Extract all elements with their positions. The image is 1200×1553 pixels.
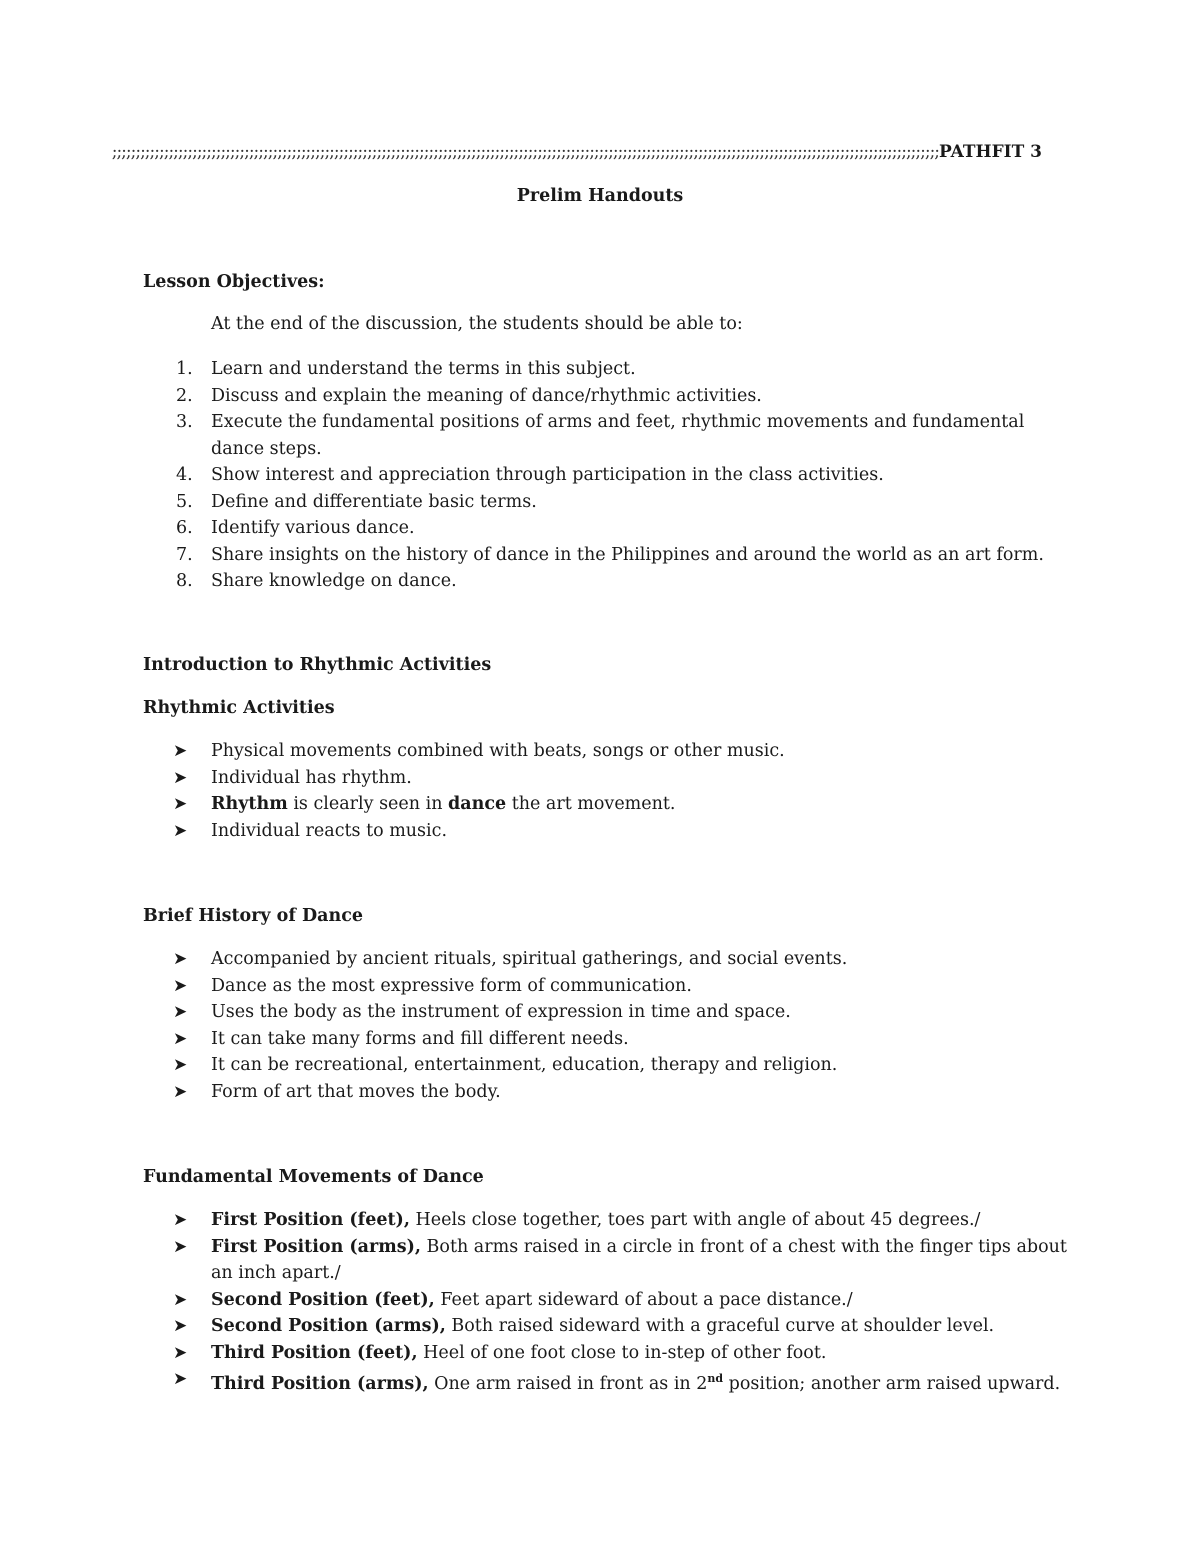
arrow-bullet-icon: ➤ bbox=[173, 767, 188, 788]
arrow-bullet-icon: ➤ bbox=[173, 1236, 188, 1257]
position-term: Second Position (arms), bbox=[211, 1316, 446, 1336]
list-item-text: Individual reacts to music. bbox=[211, 820, 448, 841]
objective-item bbox=[0, 515, 1071, 542]
arrow-bullet-icon: ➤ bbox=[173, 1210, 188, 1230]
objective-text: Identify various dance. bbox=[211, 518, 415, 538]
list-item-text: Physical movements combined with beats, songs or other music. bbox=[211, 741, 785, 761]
movements-heading: Fundamental Movements of Dance bbox=[143, 1167, 484, 1187]
term-rhythm: Rhythm bbox=[211, 794, 288, 814]
arrow-bullet-icon: ➤ bbox=[173, 1055, 188, 1075]
objective-text: Show interest and appreciation through participation in the class activities. bbox=[211, 465, 884, 485]
movements-list bbox=[0, 1207, 1200, 1397]
position-term: Second Position (feet), bbox=[211, 1289, 435, 1310]
list-item-text: Dance as the most expressive form of communication. bbox=[211, 975, 692, 996]
arrow-bullet-icon: ➤ bbox=[173, 1081, 188, 1102]
list-item bbox=[0, 1207, 1071, 1234]
list-item-text: Individual has rhythm. bbox=[211, 767, 412, 788]
list-item bbox=[0, 738, 1071, 765]
objective-item bbox=[0, 409, 1071, 462]
list-item bbox=[0, 973, 1071, 1000]
position-description: Both arms raised in a circle in front of a chest with the finger tips about an inch apart./ bbox=[211, 1236, 1067, 1283]
position-term: Third Position (feet), bbox=[211, 1342, 418, 1363]
position-description: Feet apart sideward of about a pace distance./ bbox=[434, 1289, 853, 1310]
objective-number: 2. bbox=[176, 385, 193, 406]
list-item-text: It can be recreational, entertainment, education, therapy and religion. bbox=[211, 1055, 838, 1075]
objective-number: 7. bbox=[176, 544, 193, 565]
objective-number: 4. bbox=[176, 465, 193, 485]
objective-number: 8. bbox=[176, 571, 193, 591]
arrow-bullet-icon: ➤ bbox=[173, 975, 188, 996]
list-item bbox=[0, 1366, 1071, 1397]
list-item bbox=[0, 1313, 1071, 1340]
position-term: First Position (arms), bbox=[211, 1236, 421, 1257]
objective-text: Share knowledge on dance. bbox=[211, 571, 457, 591]
arrow-bullet-icon: ➤ bbox=[173, 1316, 188, 1336]
objective-number: 3. bbox=[176, 412, 193, 432]
history-heading: Brief History of Dance bbox=[143, 906, 364, 926]
list-item-text: Accompanied by ancient rituals, spiritual gatherings, and social events. bbox=[211, 949, 848, 969]
list-item-text: Uses the body as the instrument of expression in time and space. bbox=[211, 1002, 791, 1022]
ordinal-suffix: nd bbox=[707, 1372, 724, 1385]
objectives-intro: At the end of the discussion, the students should be able to: bbox=[211, 314, 743, 334]
objective-item bbox=[0, 462, 1071, 489]
list-item-text: is clearly seen in bbox=[287, 794, 449, 814]
objective-text: Share insights on the history of dance in the Philippines and around the world as an art form. bbox=[211, 544, 1044, 565]
list-item bbox=[0, 1340, 1071, 1367]
objective-text: Discuss and explain the meaning of dance/rhythmic activities. bbox=[211, 385, 762, 406]
list-item-text: Form of art that moves the body. bbox=[211, 1081, 501, 1102]
position-description: Heel of one foot close to in-step of other foot. bbox=[417, 1342, 827, 1363]
list-item bbox=[0, 1079, 1071, 1106]
list-item bbox=[0, 1052, 1071, 1079]
position-term: First Position (feet), bbox=[211, 1210, 410, 1230]
objective-text: Define and differentiate basic terms. bbox=[211, 491, 537, 512]
list-item-text: It can take many forms and fill different needs. bbox=[211, 1028, 629, 1049]
arrow-bullet-icon: ➤ bbox=[173, 1028, 188, 1049]
objective-text: Execute the fundamental positions of arms and feet, rhythmic movements and fundamental dance steps. bbox=[211, 412, 1025, 459]
arrow-bullet-icon: ➤ bbox=[173, 741, 188, 761]
page-title: Prelim Handouts bbox=[516, 186, 684, 206]
list-item bbox=[0, 791, 1071, 818]
course-title: PATHFIT 3 bbox=[939, 142, 1042, 162]
arrow-bullet-icon: ➤ bbox=[173, 820, 188, 841]
term-dance: dance bbox=[448, 794, 507, 814]
arrow-bullet-icon: ➤ bbox=[173, 949, 188, 969]
list-item bbox=[0, 946, 1071, 973]
objective-item bbox=[0, 489, 1071, 516]
history-list bbox=[0, 946, 1200, 1105]
arrow-bullet-icon: ➤ bbox=[173, 1369, 188, 1389]
list-item bbox=[0, 999, 1071, 1026]
course-header bbox=[112, 142, 1042, 162]
position-description: One arm raised in front as in 2 bbox=[428, 1373, 708, 1394]
list-item bbox=[0, 765, 1071, 792]
objective-number: 6. bbox=[176, 518, 193, 538]
list-item-text: the art movement. bbox=[506, 794, 676, 814]
objective-item bbox=[0, 568, 1071, 595]
position-term: Third Position (arms), bbox=[211, 1373, 429, 1394]
list-item bbox=[0, 818, 1071, 845]
objective-text: Learn and understand the terms in this subject. bbox=[211, 359, 636, 379]
objective-number: 1. bbox=[176, 359, 193, 379]
list-item bbox=[0, 1234, 1071, 1287]
arrow-bullet-icon: ➤ bbox=[173, 1342, 188, 1363]
objective-item bbox=[0, 356, 1071, 383]
objective-item bbox=[0, 383, 1071, 410]
header-dots: ;;;;;;;;;;;;;;;;;;;;;;;;;;;;;;;;;;;;;;;;;;;;;;;;;;;;;;;;;;;;;;;;;;;;;;;;;;;;;;;;;;;;;;;;;;;;;;;;;;;;;;;;;;;;;;;;;;;;;;;;;;;;;;;;;;;;;;;;;;;;;;;;;;;;;;;;;;;;;;;;;;;;;;;;;;;;;;; bbox=[111, 142, 940, 162]
objectives-list bbox=[0, 356, 1200, 595]
position-description: Both raised sideward with a graceful curve at shoulder level. bbox=[445, 1316, 995, 1336]
objectives-heading: Lesson Objectives: bbox=[143, 272, 325, 292]
intro-section-heading: Introduction to Rhythmic Activities bbox=[143, 655, 492, 675]
position-description: position; another arm raised upward. bbox=[723, 1373, 1061, 1394]
arrow-bullet-icon: ➤ bbox=[173, 1002, 188, 1022]
arrow-bullet-icon: ➤ bbox=[173, 1289, 188, 1310]
rhythmic-list bbox=[0, 738, 1200, 844]
rhythmic-heading: Rhythmic Activities bbox=[143, 698, 335, 718]
arrow-bullet-icon: ➤ bbox=[173, 794, 188, 814]
list-item bbox=[0, 1287, 1071, 1314]
list-item bbox=[0, 1026, 1071, 1053]
position-description: Heels close together, toes part with angle of about 45 degrees./ bbox=[409, 1210, 981, 1230]
objective-number: 5. bbox=[176, 491, 193, 512]
objective-item bbox=[0, 542, 1071, 569]
